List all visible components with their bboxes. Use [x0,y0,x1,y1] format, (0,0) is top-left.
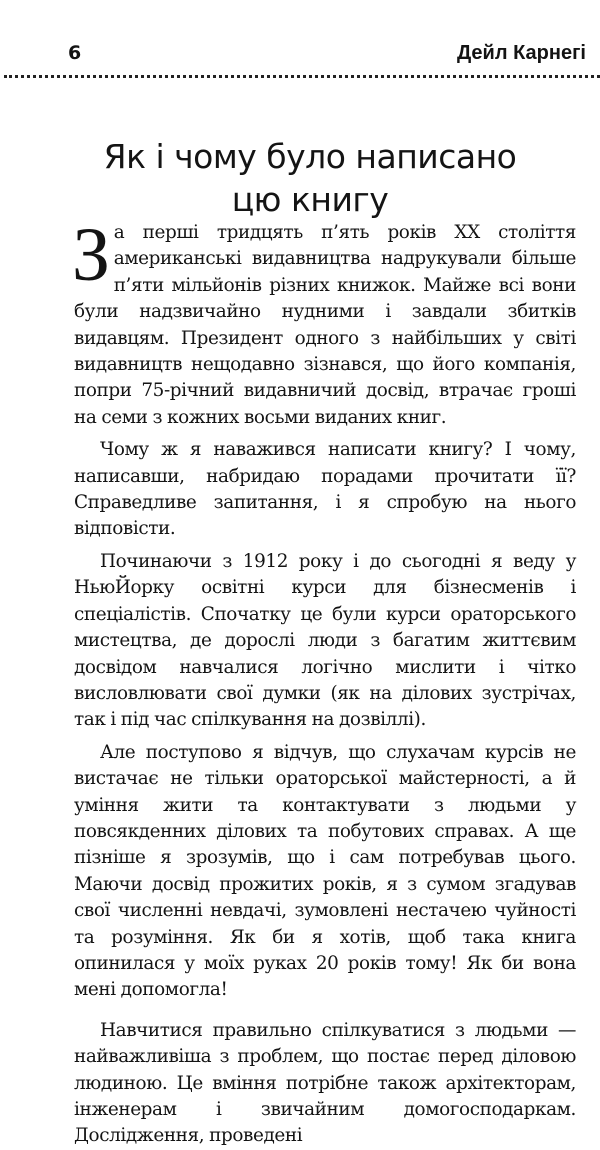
paragraph-1-text: а перші тридцять п’ять років XX століття американські видавництва надрукували більше п’яти мільйонів різних книжок. Майже всі вони були надзвичайно нудними і завдали збитків видавцям. Президент одного з найбільших у світі видавництв нещодавно зізнався, що його компанія, попри 75-річний видавничий досвід, втрачає гроші на семи з кожних восьми виданих книг. [74,222,576,428]
drop-cap: З [72,213,110,297]
paragraph-3: Починаючи з 1912 року і до сьогодні я веду у НьюЙорку освітні курси для бізнесменів і спеціалістів. Спочатку це були курси ораторського мистецтва, де дорослі люди з багатим життєвим досвідом навчалися логічно мислити і чітко висловлювати свої думки (як на ділових зустрічах, так і під час спілкування на дозвіллі). [74,550,576,731]
paragraph-4: Але поступово я відчув, що слухачам курсів не вистачає не тільки ораторської майстерності, а й уміння жити та контактувати з людьми у повсякденних ділових та побутових справах. А ще пізніше я зрозумів, що і сам потребував цього. Маючи досвід прожитих років, я з сумом згадував свої численні невдачі, зумовлені нестачею чуйності та розуміння. Як би я хотів, щоб така книга опинилася у моїх руках 20 років тому! Як би вона мені допомогла! [74,741,576,1001]
chapter-title-line-1: Як і чому було написано [103,137,517,176]
chapter-title [60,135,560,221]
paragraph-5: Навчитися правильно спілкуватися з людьми — найважливіша з проблем, що постає перед діловою людиною. Це вміння потрібне також архітекторам, інженерам і звичайним домогосподаркам. Дослідження, проведені [74,1019,576,1147]
paragraph-2: Чому ж я наважився написати книгу? І чому, написавши, набридаю порадами прочитати її? Справедливе запитання, і я спробую на нього відповісти. [74,439,576,540]
paragraph-1 [72,213,576,431]
page-header [30,38,586,72]
page-number: 6 [68,42,82,64]
chapter-title-line-2: цю книгу [231,180,389,219]
running-head-author: Дейл Карнегі [456,42,586,64]
header-dotted-rule [4,75,600,78]
body-text [72,213,576,1150]
